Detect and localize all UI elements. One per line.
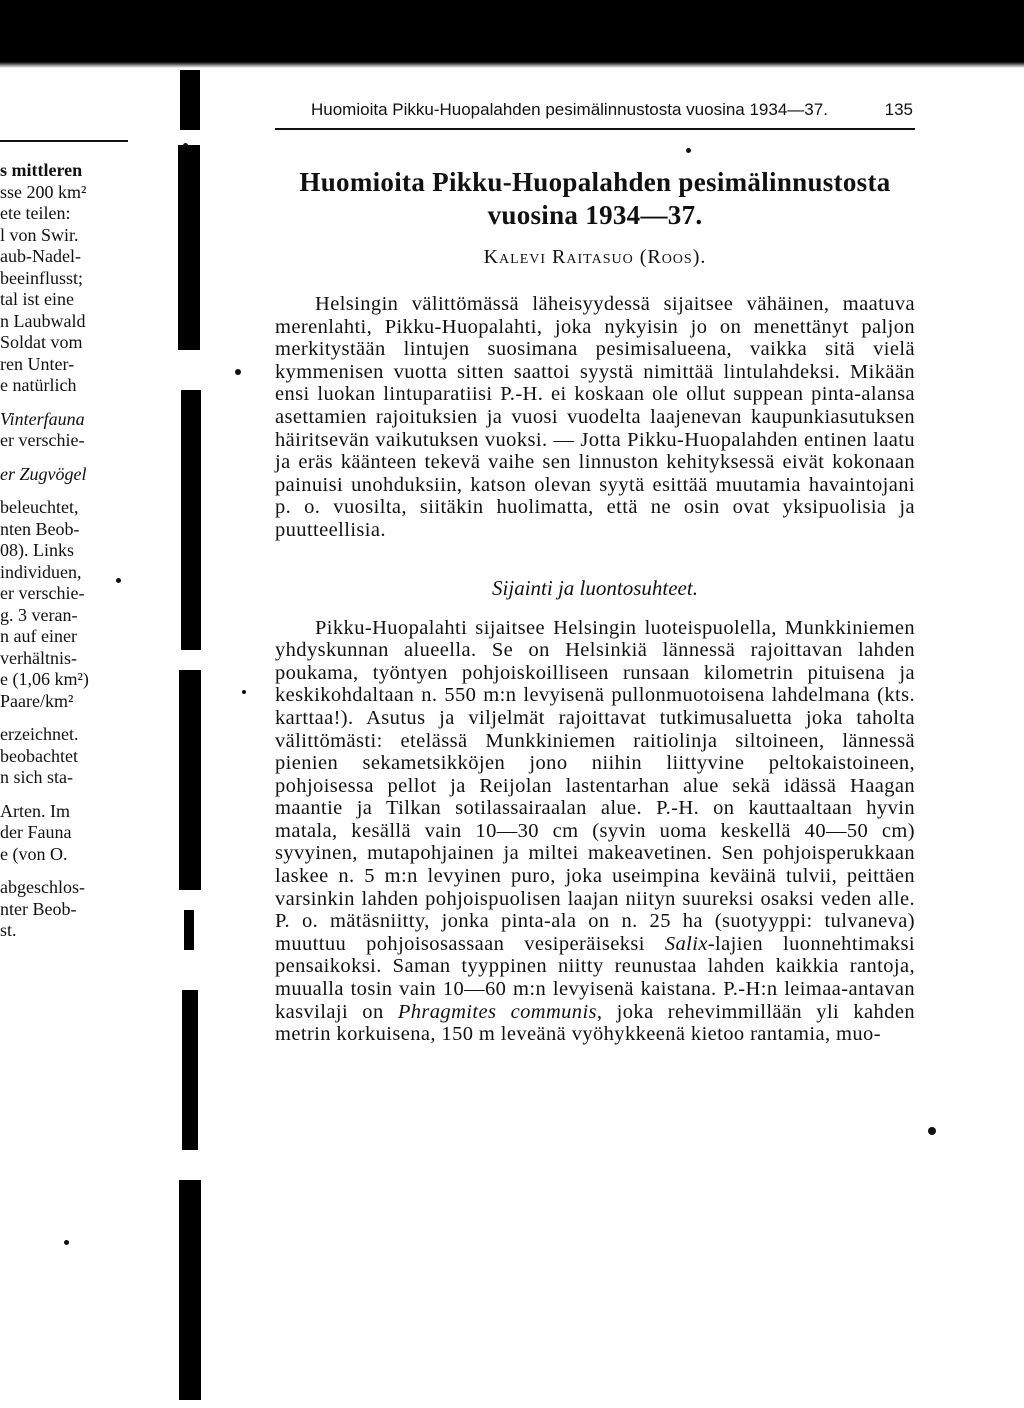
facing-line: e (1,06 km²) <box>0 669 89 689</box>
facing-line: ren Unter- <box>0 353 75 374</box>
facing-page-column <box>0 140 128 942</box>
page-number: 135 <box>884 100 913 119</box>
facing-line: e natürlich <box>0 375 77 395</box>
section-heading: Sijainti ja luontosuhteet. <box>492 575 698 600</box>
article-page <box>275 100 915 1046</box>
facing-line: nten Beob- <box>0 518 80 539</box>
facing-line: Soldat vom <box>0 332 83 352</box>
scan-border-shadow <box>0 62 1024 68</box>
facing-line: nter Beob- <box>0 898 77 919</box>
facing-line: tal ist eine <box>0 289 74 309</box>
facing-line: abgeschlos- <box>0 877 85 897</box>
facing-line: n Laubwald <box>0 310 86 331</box>
facing-page-rule <box>0 140 128 142</box>
section-text-1: Pikku-Huopalahti sijaitsee Helsingin luoteispuolella, Munkkiniemen yhdyskunnan alueella. Se on Helsinkiä lännessä rajoittavan lahden poukama, työntyen pohjoiskoilliseen runsaan kilometrin pituisena ja keskikohdaltaan n. 550 m:n levyisenä pullonmuotoisena lahdelmana (kts. karttaa!). Asutus ja viljelmät rajoittavat tutkimusaluetta joka taholta välittömästi: etelässä Munkkiniemen raitiolinja siltoineen, lännessä pienien sekametsikköjen jono niihin liittyvine peltokaistoineen, pohjoisessa pellot ja Reijolan lastentarhan alue sekä idässä Haagan maantie ja Tilkan sotilassairaalan alue. P.-H. on kauttaaltaan hyvin matala, kesällä vain 10—30 cm (syvin uoma keskellä 40—50 cm) syvyinen, mutapohjainen ja miltei makeavetinen. Sen pohjoisperukkaan laskee n. 5 m:n levyinen puro, joka useimpina keväinä tulvii, peittäen varsinkin lahden pohjoispuolisen laajan niityn suureksi osaksi veden alle. P. o. mätäsniitty, jonka pinta-ala on n. 25 ha (suotyyppi: tulvaneva) muuttuu pohjoisosassaan vesiperäiseksi <box>275 616 915 955</box>
scan-border-top <box>0 0 1024 62</box>
facing-line: er Zugvögel <box>0 463 87 484</box>
facing-line: individuen, <box>0 561 82 582</box>
facing-line: l von Swir. <box>0 224 79 245</box>
facing-line: n auf einer <box>0 626 77 646</box>
section-text-3: , joka rehevimmillään yli kahden metrin korkuisena, 150 m leveänä vyöhykkeenä kietoo rantamia, muo- <box>275 1000 915 1046</box>
phragmites-species: Phragmites communis <box>397 1000 597 1023</box>
facing-line: sse 200 km² <box>0 181 87 202</box>
facing-line: e (von O. <box>0 843 68 864</box>
salix-genus: Salix <box>664 932 708 955</box>
facing-line: beleuchtet, <box>0 497 79 517</box>
facing-line: beobachtet <box>0 745 78 766</box>
running-head-title: Huomioita Pikku-Huopalahden pesimälinnustosta vuosina 1934—37. <box>311 100 828 119</box>
intro-paragraph: Helsingin välittömässä läheisyydessä sijaitsee vähäinen, maatuva merenlahti, Pikku-Huopalahti, joka nykyisin jo on menettänyt paljon merkitystään lintujen suosimana pesimisalueena, vaikka sitä vielä kymmenisen vuotta sitten saattoi syystä nimittää lintulahdeksi. Mikään ensi luokan lintuparatiisi P.-H. ei koskaan ole ollut suppean pinta-alansa asettamien rajoituksien ja vuosi vuodelta laajenevan kaupunkiasutuksen häiritsevän vaikutuksen vuoksi. — Jotta Pikku-Huopalahden entinen laatu ja eräs käänteen tekevä vaihe sen linnuston kehityksessä eivät kokonaan painuisi unohduksiin, katson olevan syytä esittää muutamia havaintojani p. o. vuosilta, siitäkin huolimatta, että ne osin ovat yksipuolisia ja puutteellisia. <box>275 293 915 541</box>
facing-line: verhältnis- <box>0 647 77 668</box>
facing-line: 08). Links <box>0 540 74 560</box>
article-title: Huomioita Pikku-Huopalahden pesimälinnustosta vuosina 1934—37. <box>299 167 891 230</box>
facing-line: erzeichnet. <box>0 724 79 744</box>
facing-line: g. 3 veran- <box>0 604 78 625</box>
facing-line: st. <box>0 920 17 940</box>
article-author: Kalevi Raitasuo (Roos). <box>483 246 707 268</box>
book-gutter <box>178 70 204 1400</box>
facing-line: n sich sta- <box>0 767 73 787</box>
section-text-2: -lajien luonnehtimaksi pensaikoksi. Saman tyyppinen niitty reunustaa lahden kaikkia rantoja, muualla tosin vain 10—60 m:n levyisenä kaistana. P.-H:n leimaa-antavan kasvilaji on <box>275 932 915 1023</box>
facing-line: der Fauna <box>0 822 72 842</box>
facing-line: Arten. Im <box>0 800 70 821</box>
facing-line: aub-Nadel- <box>0 246 81 266</box>
facing-line: er verschie- <box>0 430 85 450</box>
facing-line: Paare/km² <box>0 690 74 711</box>
running-head <box>275 100 915 130</box>
facing-line: ete teilen: <box>0 203 71 223</box>
facing-line: beeinflusst; <box>0 267 83 288</box>
section-paragraph <box>275 617 915 1046</box>
facing-line: Vinterfauna <box>0 408 85 429</box>
facing-line: s mittleren <box>0 160 83 180</box>
facing-line: er verschie- <box>0 583 85 603</box>
